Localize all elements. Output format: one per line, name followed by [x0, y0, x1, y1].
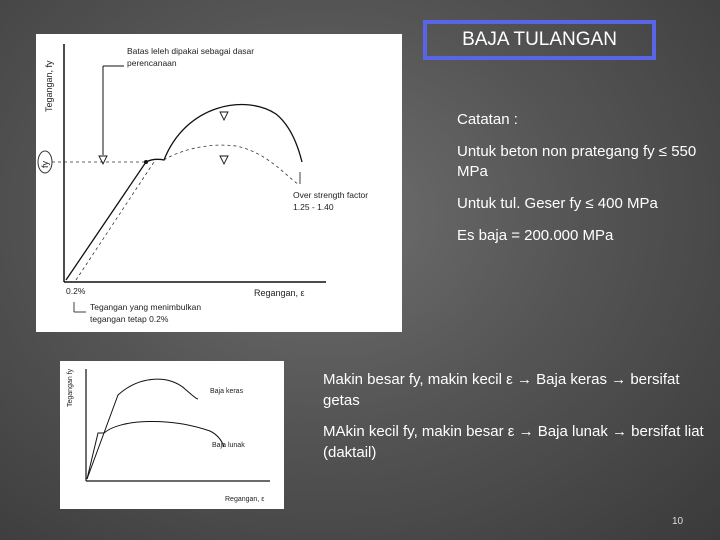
page-number: 10: [672, 516, 684, 527]
yield-marker: [99, 156, 107, 164]
hard-steel-curve: [87, 379, 198, 479]
notes-panel: [457, 110, 712, 258]
annotation-top-line1: Batas leleh dipakai sebagai dasar: [127, 46, 255, 56]
small-y-axis-label: Tegangan fy: [67, 368, 74, 407]
y-axis-label: Tegangan, fy: [44, 60, 54, 112]
curve-label-top: Baja keras: [210, 388, 244, 395]
note-item-shear: Untuk tul. Geser fy ≤ 400 MPa: [457, 195, 658, 212]
curve-label-bottom: Baja lunak: [212, 442, 245, 449]
offset-label: 0.2%: [66, 286, 86, 296]
stress-strain-diagram: [36, 34, 402, 332]
ultimate-marker-top: [220, 112, 228, 120]
small-x-axis-label: Regangan, ε: [225, 496, 265, 503]
fy-label: fy: [40, 160, 50, 168]
elastic-line: [66, 162, 146, 280]
slide-title: BAJA TULANGAN: [462, 29, 617, 50]
note-item-concrete: Untuk beton non prategang fy ≤ 550 MPa: [457, 143, 697, 180]
yield-point: [144, 160, 148, 164]
stress-strain-curve: [146, 105, 302, 162]
statements-panel: [323, 369, 713, 473]
overstrength-line2: 1.25 - 1.40: [293, 202, 334, 212]
notes-heading: Catatan :: [457, 111, 518, 128]
statement-hard-steel: Makin besar fy, makin kecil ε → Baja keras → bersifat getas: [323, 371, 680, 409]
annotation-bottom-line1: Tegangan yang menimbulkan: [90, 302, 202, 312]
ultimate-marker-mid: [220, 156, 228, 164]
steel-comparison-diagram: [60, 361, 284, 509]
alt-curve-dashed: [164, 145, 298, 184]
slide-title-box: [423, 20, 656, 60]
overstrength-line1: Over strength factor: [293, 190, 369, 200]
soft-steel-curve: [87, 421, 224, 479]
annotation-top-line2: perencanaan: [127, 58, 177, 68]
annotation-bottom-line2: tegangan tetap 0.2%: [90, 314, 169, 324]
statement-soft-steel: MAkin kecil fy, makin besar ε → Baja lunak → bersifat liat (daktail): [323, 423, 704, 461]
steel-comparison-figure: [60, 361, 284, 509]
offset-line: [76, 162, 154, 280]
x-axis-label: Regangan, ε: [254, 288, 305, 298]
note-item-modulus: Es baja = 200.000 MPa: [457, 227, 614, 244]
stress-strain-figure: [36, 34, 402, 332]
